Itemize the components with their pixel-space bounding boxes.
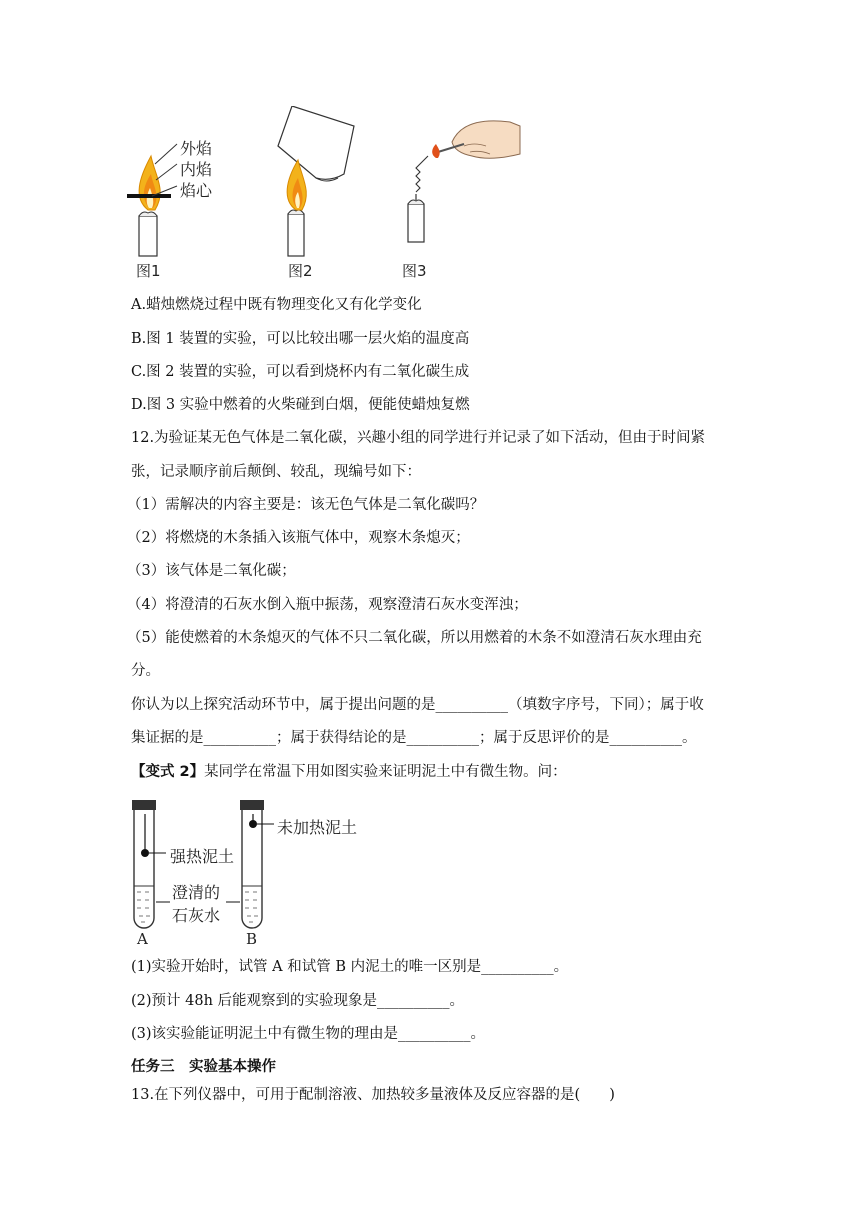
caption-fig2: 图2 [288,262,313,280]
q12-item-2: （2）将燃烧的木条插入该瓶气体中，观察木条熄灭； [127,530,470,546]
variant2-tag: 【变式 2】 [131,764,205,780]
label-outer-flame: 外焰 [180,139,213,158]
q12-ask-line2: 集证据的是__________；属于获得结论的是__________；属于反思评价的是__________。 [131,730,697,746]
label-flame-core: 焰心 [180,181,213,200]
option-b: B.图 1 装置的实验，可以比较出哪一层火焰的温度高 [131,331,470,347]
caption-fig3: 图3 [402,262,427,280]
q12-stem-line2: 张，记录顺序前后颠倒、较乱，现编号如下： [131,464,421,480]
candle-figure-2 [270,106,370,278]
q12-item-1: （1）需解决的内容主要是：该无色气体是二氧化碳吗？ [127,497,485,513]
caption-fig1: 图1 [136,262,161,280]
option-a: A.蜡烛燃烧过程中既有物理变化又有化学变化 [131,297,422,313]
label-strongly-heated-soil: 强热泥土 [170,847,235,866]
variant2-text: 某同学在常温下用如图实验来证明泥土中有微生物。问： [204,764,567,780]
q12-item-3: （3）该气体是二氧化碳； [127,563,296,579]
q12-stem-line1: 12.为验证某无色气体是二氧化碳，兴趣小组的同学进行并记录了如下活动，但由于时间紧 [131,430,706,446]
label-unheated-soil: 未加热泥土 [277,818,358,837]
q12-item-5-cont: 分。 [131,663,160,679]
variant2-q2: (2)预计 48h 后能观察到的实验现象是__________。 [131,993,465,1009]
candle-figure-3 [400,112,524,278]
q12-ask-line1: 你认为以上探究活动环节中，属于提出问题的是__________（填数字序号，下同）；属于收 [131,697,704,713]
label-limewater-1: 澄清的 [172,883,221,902]
option-c: C.图 2 装置的实验，可以看到烧杯内有二氧化碳生成 [131,364,470,380]
variant2-line [131,763,567,781]
tube-label-a: A [137,930,148,948]
q12-item-4: （4）将澄清的石灰水倒入瓶中振荡，观察澄清石灰水变浑浊； [127,597,528,613]
label-inner-flame: 内焰 [180,160,213,179]
option-d: D.图 3 实验中燃着的火柴碰到白烟，便能使蜡烛复燃 [131,397,470,413]
variant2-q1: (1)实验开始时，试管 A 和试管 B 内泥土的唯一区别是__________。 [131,959,569,975]
task3-heading: 任务三 实验基本操作 [131,1059,276,1075]
tube-label-b: B [246,930,258,948]
q12-item-5: （5）能使燃着的木条熄灭的气体不只二氧化碳，所以用燃着的木条不如澄清石灰水理由充 [127,630,702,646]
label-limewater-2: 石灰水 [172,906,221,925]
variant2-q3: (3)该实验能证明泥土中有微生物的理由是__________。 [131,1026,486,1042]
q13-stem: 13.在下列仪器中，可用于配制溶液、加热较多量液体及反应容器的是( ) [131,1087,615,1103]
